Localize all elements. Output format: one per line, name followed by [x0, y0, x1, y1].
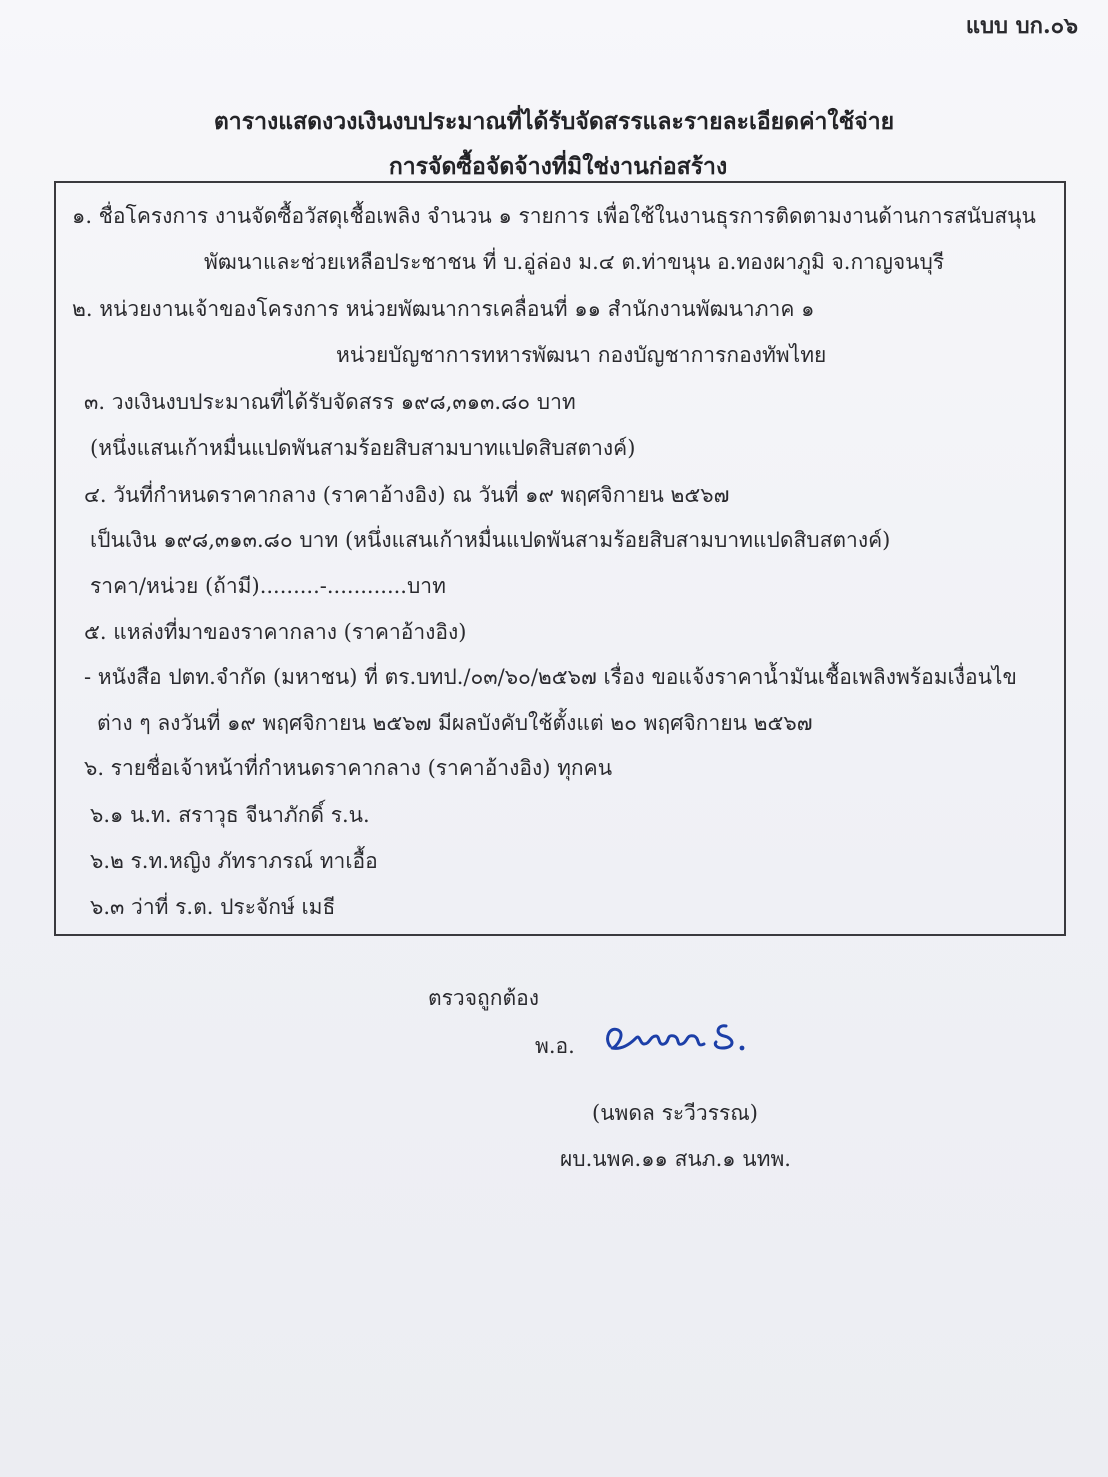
document-subtitle: การจัดซื้อจัดจ้างที่มิใช่งานก่อสร้าง	[388, 153, 728, 180]
handwritten-signature	[600, 1008, 760, 1068]
item-3-budget-words: (หนึ่งแสนเก้าหมื่นแปดพันสามร้อยสิบสามบาทแปดสิบสตางค์)	[90, 436, 636, 460]
item-4-amount: เป็นเงิน ๑๙๘,๓๑๓.๘๐ บาท (หนึ่งแสนเก้าหมื่นแปดพันสามร้อยสิบสามบาทแปดสิบสตางค์)	[90, 528, 891, 552]
item-2-owner-unit: ๒. หน่วยงานเจ้าของโครงการ หน่วยพัฒนาการเคลื่อนที่ ๑๑ สำนักงานพัฒนาภาค ๑	[72, 297, 815, 321]
signer-position: ผบ.นพค.๑๑ สนภ.๑ นทพ.	[560, 1147, 791, 1171]
document-title: ตารางแสดงวงเงินงบประมาณที่ได้รับจัดสรรและรายละเอียดค่าใช้จ่าย	[213, 108, 895, 135]
item-4-reference-date: ๔. วันที่กำหนดราคากลาง (ราคาอ้างอิง) ณ วันที่ ๑๙ พฤศจิกายน ๒๕๖๗	[84, 483, 730, 507]
item-6-officers-heading: ๖. รายชื่อเจ้าหน้าที่กำหนดราคากลาง (ราคาอ้างอิง) ทุกคน	[84, 756, 613, 780]
item-6-officer-2: ๖.๒ ร.ท.หญิง ภัทราภรณ์ ทาเอื้อ	[90, 849, 378, 873]
item-6-officer-1: ๖.๑ น.ท. สราวุธ จีนาภักดิ์ ร.น.	[90, 803, 370, 827]
item-2-owner-unit-cont: หน่วยบัญชาการทหารพัฒนา กองบัญชาการกองทัพไทย	[336, 343, 827, 367]
verified-label: ตรวจถูกต้อง	[428, 986, 539, 1010]
item-1-project-name-cont: พัฒนาและช่วยเหลือประชาชน ที่ บ.อู่ล่อง ม.๔ ต.ท่าขนุน อ.ทองผาภูมิ จ.กาญจนบุรี	[204, 250, 945, 274]
form-code: แบบ บก.๐๖	[965, 13, 1078, 39]
item-6-officer-3: ๖.๓ ว่าที่ ร.ต. ประจักษ์ เมธี	[90, 895, 336, 919]
item-5-source-letter: - หนังสือ ปตท.จำกัด (มหาชน) ที่ ตร.บทป./๐๓/๖๐/๒๕๖๗ เรื่อง ขอแจ้งราคาน้ำมันเชื้อเพลิงพร้อมเงื่อนไข	[84, 665, 1017, 689]
item-5-price-source: ๕. แหล่งที่มาของราคากลาง (ราคาอ้างอิง)	[84, 620, 467, 644]
signer-rank: พ.อ.	[535, 1034, 575, 1058]
item-1-project-name: ๑. ชื่อโครงการ งานจัดซื้อวัสดุเชื้อเพลิง จำนวน ๑ รายการ เพื่อใช้ในงานธุรการติดตามงานด้านการสนับสนุน	[72, 204, 1036, 228]
item-5-source-letter-cont: ต่าง ๆ ลงวันที่ ๑๙ พฤศจิกายน ๒๕๖๗ มีผลบังคับใช้ตั้งแต่ ๒๐ พฤศจิกายน ๒๕๖๗	[97, 711, 813, 735]
signer-name: (นพดล ระวีวรรณ)	[592, 1101, 758, 1125]
item-4-unit-price: ราคา/หน่วย (ถ้ามี).........-............บาท	[90, 574, 446, 598]
item-3-budget: ๓. วงเงินงบประมาณที่ได้รับจัดสรร ๑๙๘,๓๑๓.๘๐ บาท	[84, 390, 576, 414]
